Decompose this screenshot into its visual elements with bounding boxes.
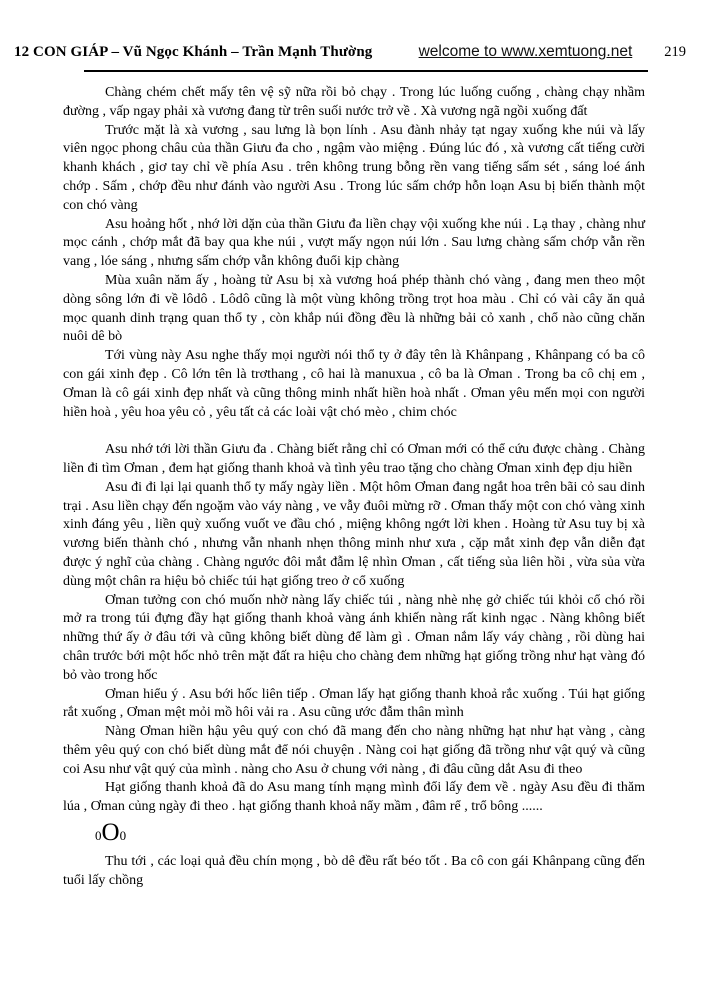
paragraph: Hạt giống thanh khoả đã do Asu mang tính mạng mình đổi lấy đem về . ngày Asu đều đi thăm lúa , Ơman củng ngày đi theo . hạt giống thanh khoả nẩy mầm , đâm rể , trổ bông ...... bbox=[63, 780, 645, 815]
separator-big-o: O bbox=[101, 819, 120, 847]
paragraph: Ơman tưởng con chó muốn nhờ nàng lấy chiếc túi , nàng nhè nhẹ gở chiếc túi khỏi cổ chó rồi mở ra trong túi đựng đầy hạt giống thanh khoả vàng ánh khiến nàng rất kinh ngạc . Nàng không biết những thứ ấy ở đâu tới và cũng không biết dùng để làm gì . Ơman nắm lấy váy chàng , rồi dùng hai chân trước bới một hốc nhỏ trên mặt đất ra hiệu cho chàng đem những hạt giống trồng như hạt vàng đó bỏ vào trong hốc bbox=[63, 592, 645, 683]
story-text bbox=[63, 84, 645, 891]
paragraph: Nàng Ơman hiền hậu yêu quý con chó đã mang đến cho nàng những hạt như hạt vàng , càng thêm yêu quý con chó biết dùng mắt để nói chuyện . Nàng coi hạt giống đã trồng như vật quý và cũng coi Asu như vật quý của mình . nàng cho Asu ở chung với nàng , đi đâu cũng dắt Asu đi theo bbox=[63, 724, 645, 777]
paragraph: Asu đi đi lại lại quanh thổ ty mấy ngày liền . Một hôm Ơman đang ngắt hoa trên bãi cỏ sau dinh trại . Asu liền chạy đến ngoặm vào váy nàng , ve vẫy đuôi mừng rỡ . Ơman thấy một con chó vàng xinh xinh đáng yêu , liền quỳ xuống vuốt ve đầu chó , miệng không ngớt lời khen . Hoàng tử Asu tuy bị xà vương biến thành chó , nhưng vẫn nhanh nhẹn thông minh như xưa , cặp mắt xinh đẹp vẫn diễn đạt được ý nghĩ của chàng . Chàng ngước đôi mắt đẫm lệ nhìn Ơman , cất tiếng sủa liên hồi , vừa sủa vừa dùng một chân ra hiệu bỏ chiếc túi hạt giống treo ở cổ xuống bbox=[63, 479, 645, 589]
separator-small-o: 0 bbox=[119, 828, 127, 844]
paragraph: Asu hoảng hốt , nhớ lời dặn của thần Giưu đa liền chạy vội xuống khe núi . Lạ thay , chàng như mọc cánh , chớp mắt đã bay qua khe núi , vượt mấy ngọn núi lớn . Sau lưng chàng sấm chớp vẫn rền vang , lóe sáng , nhưng sấm chớp vẫn không đuổi kịp chàng bbox=[63, 216, 645, 270]
page-number: 219 bbox=[664, 44, 686, 60]
paragraph: Ơman hiểu ý . Asu bới hốc liên tiếp . Ơman lấy hạt giống thanh khoả rắc xuống . Túi hạt giống rắt xuống , Ơman mệt mỏi mồ hôi vải ra . Asu cũng ước đẫm thân mình bbox=[63, 686, 645, 721]
paragraph: Trước mặt là xà vương , sau lưng là bọn lính . Asu đành nhảy tạt ngay xuống khe núi và lấy viên ngọc phong châu của thần Giưu đa cho , ngậm vào miệng . Đúng lúc đó , xà vương cất tiếng cười khanh khách , giơ tay chỉ về phía Asu . trên không trung bỗng rền vang tiếng sấm sét , sáng loé ánh chớp . Sấm , chớp đều như đánh vào người Asu . Trong lúc sấm chớp hỗn loạn Asu bị biến thành một con chó vàng bbox=[63, 122, 645, 213]
paragraph: Mùa xuân năm ấy , hoàng tử Asu bị xà vương hoá phép thành chó vàng , đang men theo một dòng sông lớn đi về lôdô . Lôdô cũng là một vùng không trồng trọt hoa màu . Chỉ có vài cây ăn quả mọc quanh dinh trạng quan thổ ty , còn khắp núi đồng đều là những bải cỏ xanh , chổ nào cũng chăn nuôi dê bò bbox=[63, 272, 645, 345]
paragraph: Chàng chém chết mấy tên vệ sỹ nữa rồi bỏ chạy . Trong lúc luống cuống , chàng chạy nhầm đường , vấp ngay phải xà vương đang từ trên suối nước trở về . Xà vương ngã ngồi xuống đất bbox=[63, 85, 645, 119]
separator-small-o: 0 bbox=[95, 828, 102, 844]
website-link[interactable]: welcome to www.xemtuong.net bbox=[418, 43, 633, 60]
page-header bbox=[14, 43, 686, 61]
section-separator bbox=[63, 820, 645, 850]
paragraph: Asu nhớ tới lời thần Giưu đa . Chàng biết rằng chỉ có Ơman mới có thể cứu được chàng . Chàng liền đi tìm Ơman , đem hạt giống thanh khoả và tình yêu trao tặng cho chàng Ơman xinh đẹp dịu hiền bbox=[63, 442, 645, 476]
paragraph: Tới vùng này Asu nghe thấy mọi người nói thổ ty ở đây tên là Khânpang , Khânpang có ba cô con gái xinh đẹp . Cô lớn tên là trơthang , cô hai là manuxua , cô ba là Ơman . Trong ba cô chị em , Ơman là cô gái xinh đẹp nhất và cũng thông minh nhất hiền hoà nhất . Ơman yêu mến mọi con người hiền hoà , yêu hoa yêu cỏ , yêu tất cả các loài vật chó mèo , chim chóc bbox=[63, 348, 645, 420]
book-title: 12 CON GIÁP – Vũ Ngọc Khánh – Trần Mạnh Thường bbox=[14, 44, 373, 60]
header-divider bbox=[84, 70, 648, 72]
paragraph: Thu tới , các loại quả đều chín mọng , bò dê đều rất béo tốt . Ba cô con gái Khânpang cũng đến tuổi lấy chồng bbox=[63, 854, 645, 888]
